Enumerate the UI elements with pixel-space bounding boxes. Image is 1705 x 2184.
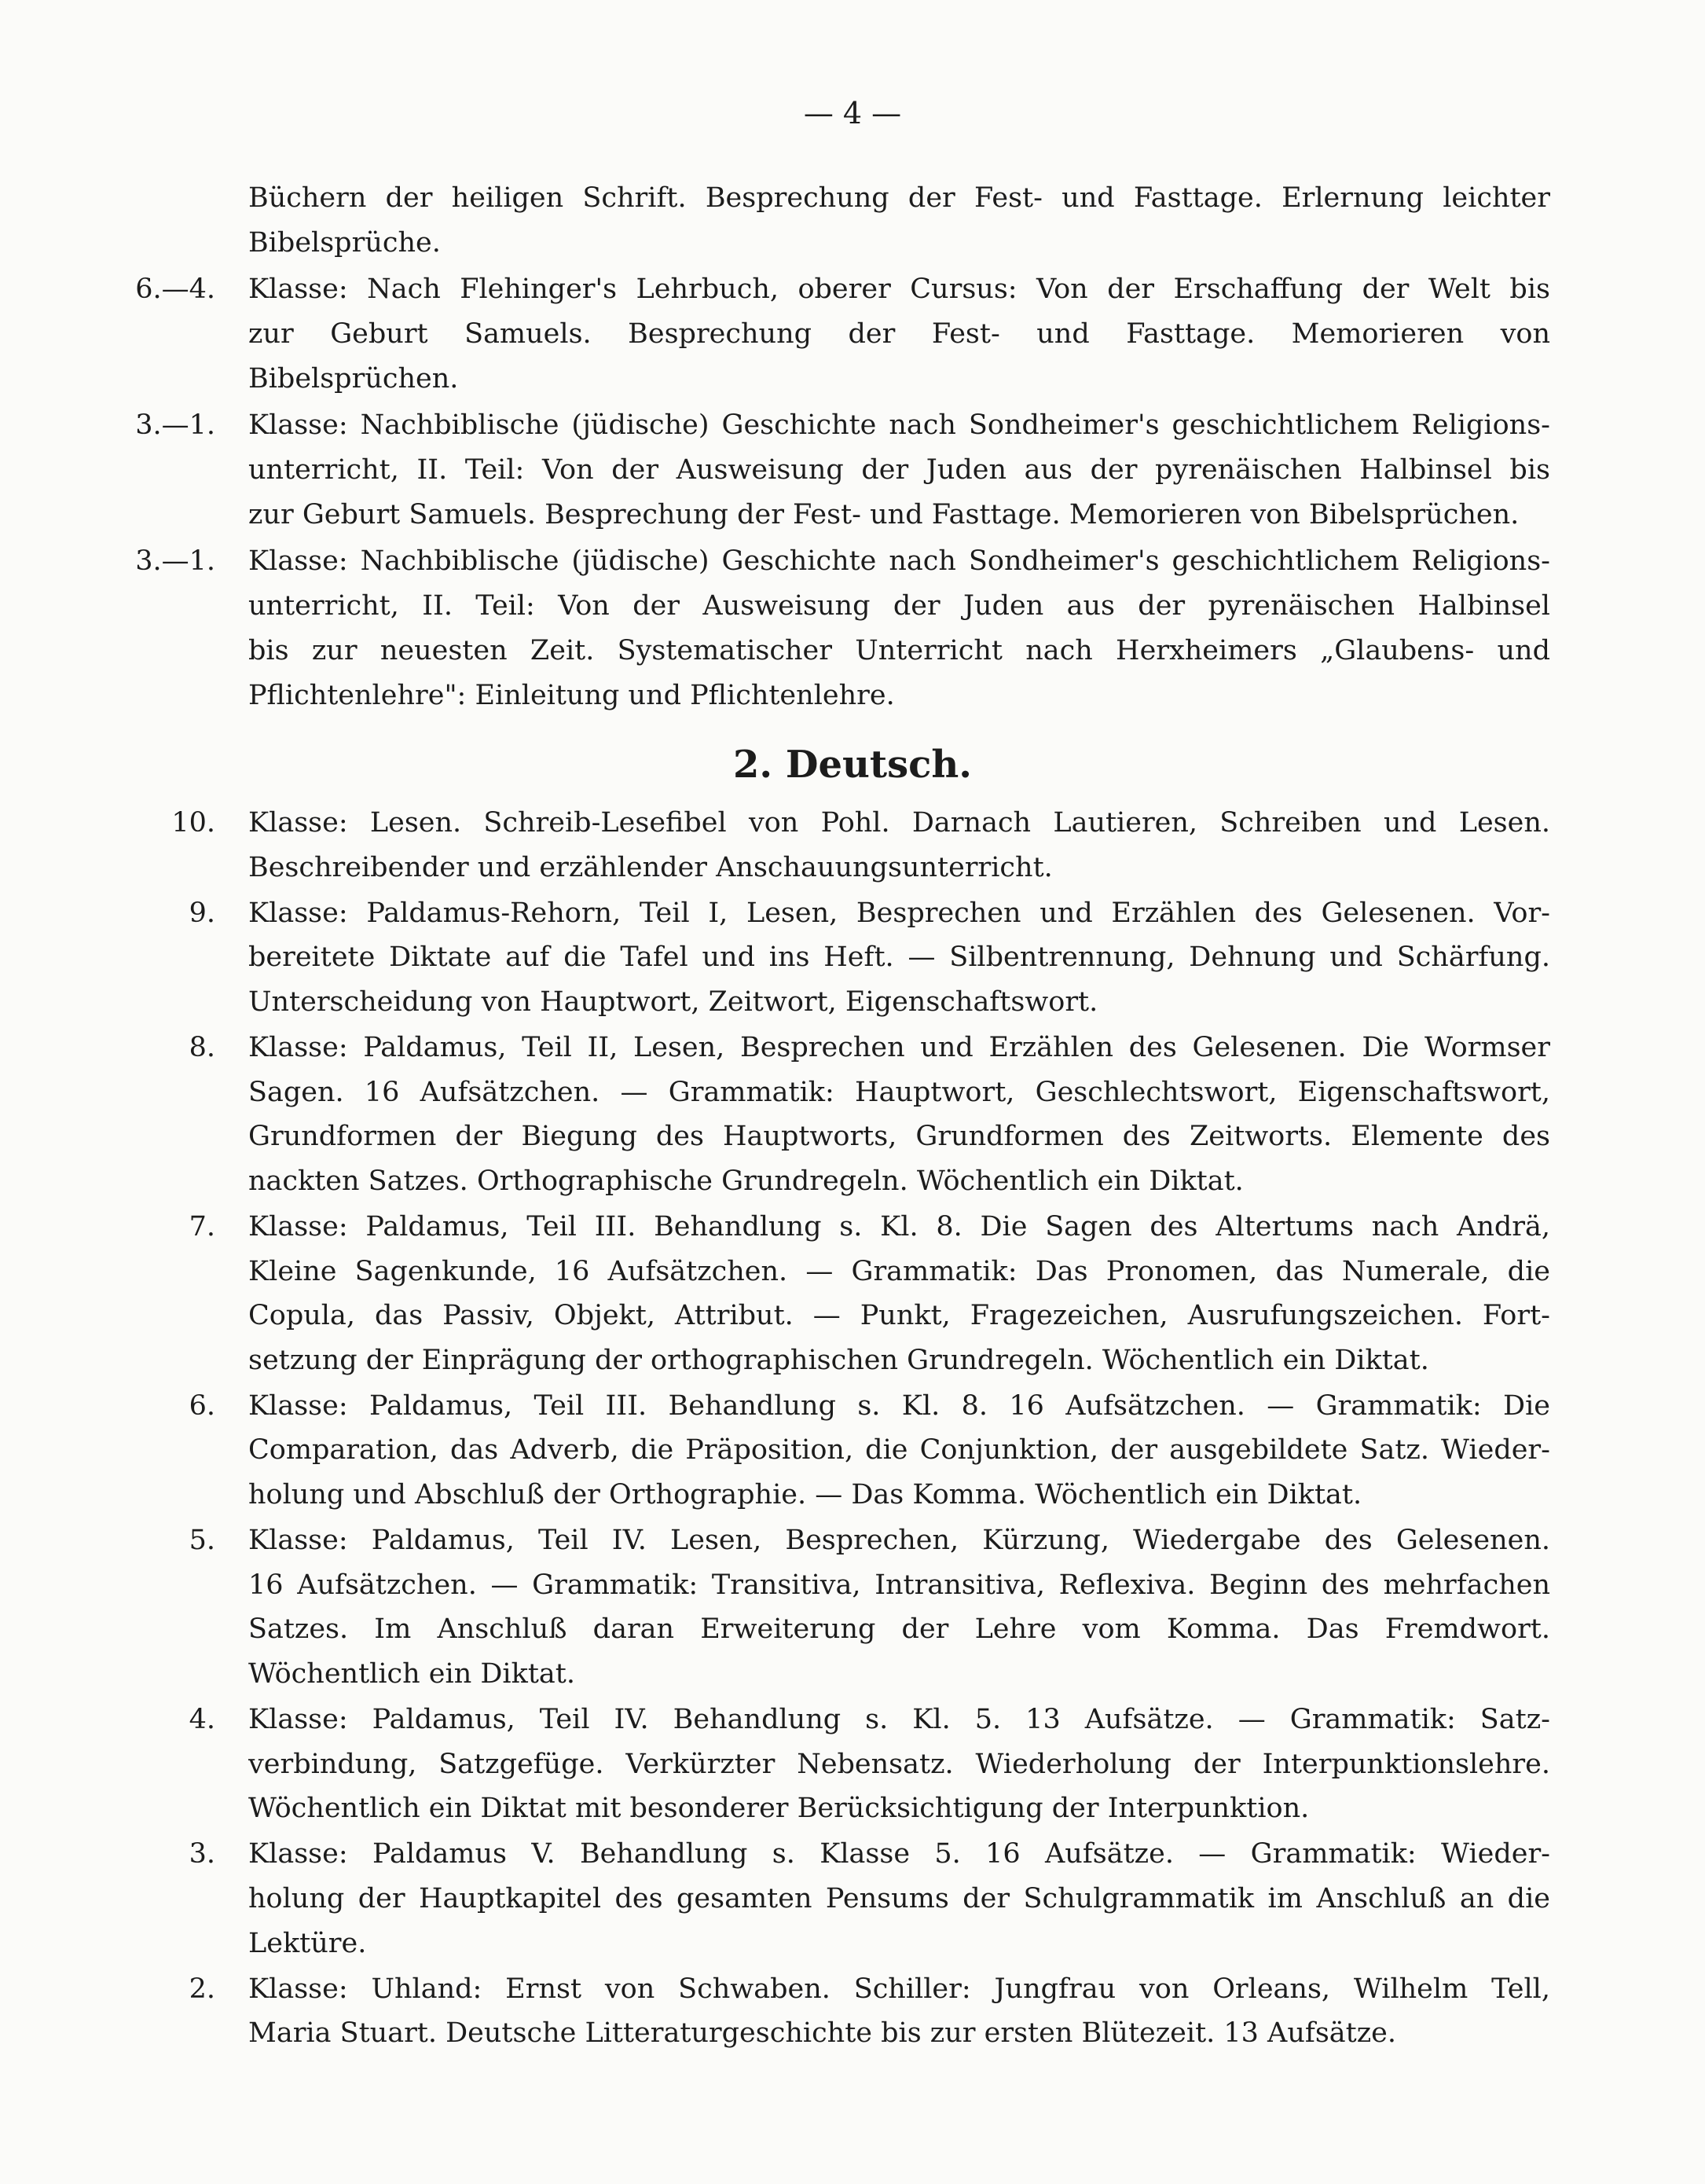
text-line: setzung der Einprägung der orthographischen Grundregeln. Wöchentlich ein Diktat.	[248, 1344, 1429, 1376]
text-line: Klasse: Paldamus, Teil II, Lesen, Besprechen und Erzählen des Gelesenen. Die Wormser	[248, 1032, 1550, 1063]
text-line: Klasse: Paldamus-Rehorn, Teil I, Lesen, Besprechen und Erzählen des Gelesenen. Vor-	[248, 897, 1550, 929]
entry-number: 6.	[189, 1389, 215, 1422]
text-line: Lektüre.	[248, 1927, 367, 1959]
entry-number: 8.	[189, 1032, 215, 1063]
entry-number: 3.—1.	[135, 409, 215, 441]
text-line: Unterscheidung von Hauptwort, Zeitwort, Eigenschaftswort.	[248, 986, 1098, 1018]
entry-number: 7.	[189, 1210, 215, 1242]
entry-number: 2.	[189, 1973, 215, 2005]
entry-number: 6.—4.	[135, 273, 215, 305]
text-line: holung der Hauptkapitel des gesamten Pensums der Schulgrammatik im Anschluß an die	[248, 1882, 1550, 1914]
text-line: unterricht, II. Teil: Von der Ausweisung der Juden aus der pyrenäischen Halbinsel	[248, 590, 1550, 622]
entry-number: 5.	[189, 1525, 215, 1557]
text-line: Copula, das Passiv, Objekt, Attribut. — Punkt, Fragezeichen, Ausrufungszeichen. Fort-	[248, 1300, 1550, 1332]
text-line: Wöchentlich ein Diktat mit besonderer Berücksichtigung der Interpunktion.	[248, 1793, 1310, 1825]
text-line: Klasse: Uhland: Ernst von Schwaben. Schiller: Jungfrau von Orleans, Wilhelm Tell,	[248, 1973, 1550, 2005]
text-line: Klasse: Nachbiblische (jüdische) Geschichte nach Sondheimer's geschichtlichem Religions-	[248, 409, 1550, 441]
text-line: bereitete Diktate auf die Tafel und ins Heft. — Silbentrennung, Dehnung und Schärfung.	[248, 942, 1550, 974]
text-line: Klasse: Paldamus, Teil IV. Lesen, Besprechen, Kürzung, Wiedergabe des Gelesenen.	[248, 1525, 1550, 1557]
text-line: Grundformen der Biegung des Hauptworts, Grundformen des Zeitworts. Elemente des	[248, 1121, 1550, 1153]
text-line: holung und Abschluß der Orthographie. — Das Komma. Wöchentlich ein Diktat.	[248, 1479, 1362, 1510]
text-line: Satzes. Im Anschluß daran Erweiterung der Lehre vom Komma. Das Fremdwort.	[248, 1613, 1550, 1646]
text-line: Bibelsprüche.	[248, 227, 441, 259]
entry-number: 9.	[189, 897, 215, 929]
text-line: bis zur neuesten Zeit. Systematischer Unterricht nach Herxheimers „Glaubens- und	[248, 635, 1550, 666]
text-line: Beschreibender und erzählender Anschauungsunterricht.	[248, 851, 1053, 883]
text-line: unterricht, II. Teil: Von der Ausweisung der Juden aus der pyrenäischen Halbinsel bis	[248, 454, 1550, 486]
text-line: Comparation, das Adverb, die Präposition, die Conjunktion, der ausgebildete Satz. Wieder-	[248, 1434, 1550, 1466]
entry-number: 3.	[189, 1838, 215, 1870]
text-line: Pflichtenlehre": Einleitung und Pflichtenlehre.	[248, 680, 895, 711]
text-line: Bibelsprüchen.	[248, 363, 459, 395]
text-line: Klasse: Nach Flehinger's Lehrbuch, oberer Cursus: Von der Erschaffung der Welt bis	[248, 273, 1550, 305]
text-line: Büchern der heiligen Schrift. Besprechung der Fest- und Fasttage. Erlernung leichter	[248, 182, 1550, 214]
entry-number: 10.	[171, 807, 215, 839]
entry-number: 3.—1.	[135, 545, 215, 577]
entry-number: 4.	[189, 1704, 215, 1735]
text-line: verbindung, Satzgefüge. Verkürzter Nebensatz. Wiederholung der Interpunktionslehre.	[248, 1748, 1550, 1780]
text-line: Klasse: Paldamus, Teil III. Behandlung s. Kl. 8. Die Sagen des Altertums nach Andrä,	[248, 1210, 1550, 1242]
text-line: Klasse: Paldamus, Teil III. Behandlung s. Kl. 8. 16 Aufsätzchen. — Grammatik: Die	[248, 1389, 1550, 1422]
text-line: Klasse: Paldamus, Teil IV. Behandlung s. Kl. 5. 13 Aufsätze. — Grammatik: Satz-	[248, 1704, 1550, 1735]
text-line: Kleine Sagenkunde, 16 Aufsätzchen. — Grammatik: Das Pronomen, das Numerale, die	[248, 1255, 1550, 1287]
text-line: Klasse: Paldamus V. Behandlung s. Klasse 5. 16 Aufsätze. — Grammatik: Wieder-	[248, 1838, 1550, 1870]
text-line: zur Geburt Samuels. Besprechung der Fest- und Fasttage. Memorieren von Bibelsprüchen.	[248, 499, 1520, 530]
text-line: Sagen. 16 Aufsätzchen. — Grammatik: Hauptwort, Geschlechtswort, Eigenschaftswort,	[248, 1076, 1550, 1108]
text-line: zur Geburt Samuels. Besprechung der Fest- und Fasttage. Memorieren von	[248, 318, 1550, 350]
text-line: Maria Stuart. Deutsche Litteraturgeschichte bis zur ersten Blütezeit. 13 Aufsätze.	[248, 2017, 1396, 2050]
text-line: nackten Satzes. Orthographische Grundregeln. Wöchentlich ein Diktat.	[248, 1165, 1244, 1197]
text-line: Klasse: Lesen. Schreib-Lesefibel von Pohl. Darnach Lautieren, Schreiben und Lesen.	[248, 807, 1550, 839]
text-line: Wöchentlich ein Diktat.	[248, 1657, 575, 1690]
text-line: Klasse: Nachbiblische (jüdische) Geschichte nach Sondheimer's geschichtlichem Religions-	[248, 545, 1550, 577]
text-line: 16 Aufsätzchen. — Grammatik: Transitiva, Intransitiva, Reflexiva. Beginn des mehrfachen	[248, 1569, 1550, 1601]
section-heading-deutsch: 2. Deutsch.	[733, 743, 972, 787]
page-number: — 4 —	[803, 96, 902, 130]
